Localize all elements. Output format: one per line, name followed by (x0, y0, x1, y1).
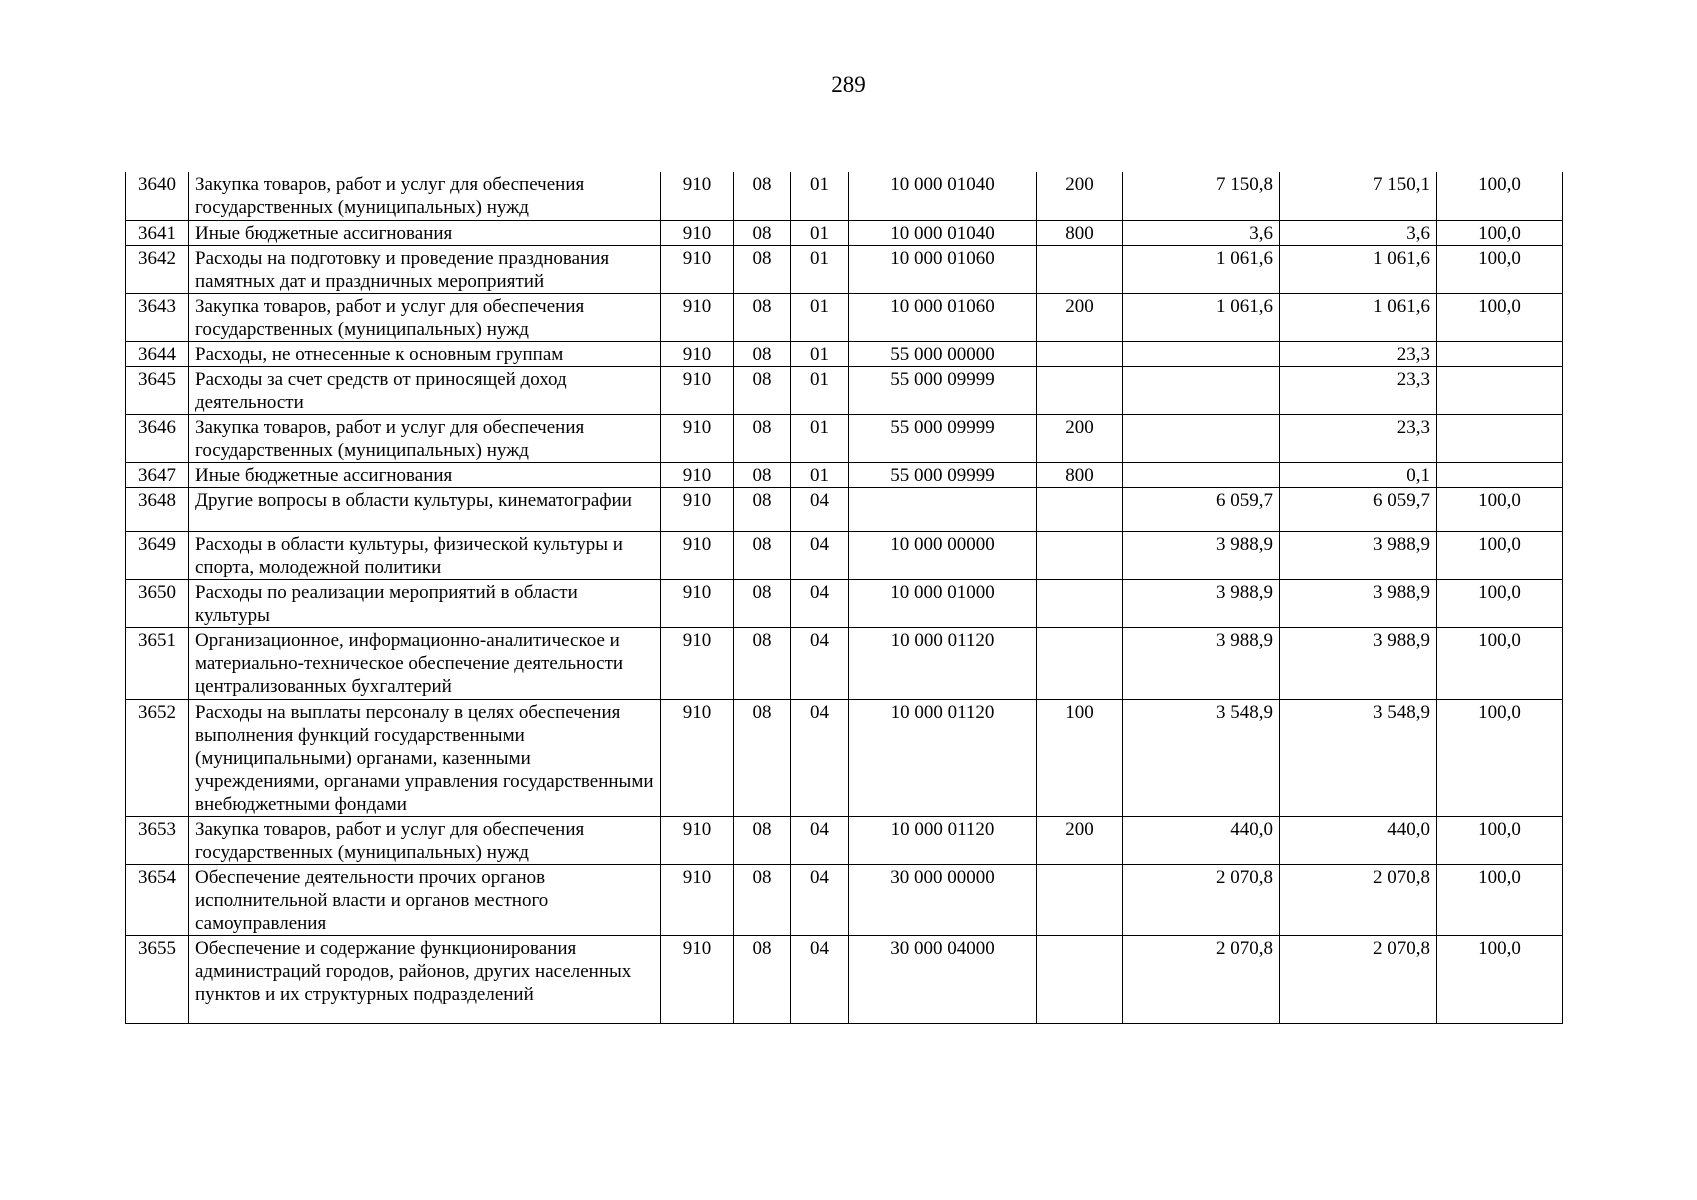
glava-cell: 910 (661, 245, 734, 293)
podrazdel-cell: 04 (791, 579, 849, 627)
table-row (126, 627, 1563, 699)
row-name-cell: Расходы по реализации мероприятий в области культуры (189, 579, 661, 627)
row-name-cell: Расходы на выплаты персоналу в целях обеспечения выполнения функций государственными (муниципальными) органами, казенными учреждениями, органами управления государственными внебюджетными фондами (189, 699, 661, 816)
plan-amount-cell (1123, 414, 1280, 462)
podrazdel-cell: 01 (791, 341, 849, 366)
razdel-cell: 08 (734, 699, 791, 816)
row-name-cell: Закупка товаров, работ и услуг для обеспечения государственных (муниципальных) нужд (189, 293, 661, 341)
glava-cell: 910 (661, 579, 734, 627)
target-article-cell: 55 000 09999 (849, 462, 1037, 487)
glava-cell: 910 (661, 462, 734, 487)
expense-type-cell: 200 (1037, 172, 1123, 220)
plan-amount-cell (1123, 341, 1280, 366)
expense-type-cell: 800 (1037, 462, 1123, 487)
podrazdel-cell: 01 (791, 366, 849, 414)
row-name-cell: Расходы на подготовку и проведение празднования памятных дат и праздничных мероприятий (189, 245, 661, 293)
percent-cell (1437, 414, 1563, 462)
row-name-cell: Обеспечение деятельности прочих органов исполнительной власти и органов местного самоуправления (189, 864, 661, 935)
percent-cell: 100,0 (1437, 935, 1563, 1023)
percent-cell: 100,0 (1437, 864, 1563, 935)
razdel-cell: 08 (734, 864, 791, 935)
glava-cell: 910 (661, 487, 734, 531)
row-name-cell: Закупка товаров, работ и услуг для обеспечения государственных (муниципальных) нужд (189, 414, 661, 462)
table-row (126, 414, 1563, 462)
table-row (126, 864, 1563, 935)
percent-cell: 100,0 (1437, 220, 1563, 245)
row-number-cell: 3648 (126, 487, 189, 531)
razdel-cell: 08 (734, 414, 791, 462)
row-number-cell: 3642 (126, 245, 189, 293)
row-number-cell: 3641 (126, 220, 189, 245)
plan-amount-cell: 3 548,9 (1123, 699, 1280, 816)
podrazdel-cell: 01 (791, 293, 849, 341)
fact-amount-cell: 3,6 (1280, 220, 1437, 245)
percent-cell: 100,0 (1437, 293, 1563, 341)
glava-cell: 910 (661, 816, 734, 864)
target-article-cell: 10 000 01040 (849, 220, 1037, 245)
row-number-cell: 3645 (126, 366, 189, 414)
target-article-cell: 10 000 00000 (849, 531, 1037, 579)
glava-cell: 910 (661, 293, 734, 341)
table-row (126, 245, 1563, 293)
expense-type-cell (1037, 341, 1123, 366)
budget-table (125, 172, 1563, 1024)
percent-cell: 100,0 (1437, 172, 1563, 220)
table-row (126, 579, 1563, 627)
table-row (126, 487, 1563, 531)
expense-type-cell (1037, 935, 1123, 1023)
target-article-cell: 55 000 09999 (849, 366, 1037, 414)
fact-amount-cell: 3 988,9 (1280, 579, 1437, 627)
expense-type-cell (1037, 864, 1123, 935)
razdel-cell: 08 (734, 245, 791, 293)
expense-type-cell: 800 (1037, 220, 1123, 245)
razdel-cell: 08 (734, 220, 791, 245)
row-number-cell: 3644 (126, 341, 189, 366)
row-name-cell: Другие вопросы в области культуры, кинематографии (189, 487, 661, 531)
razdel-cell: 08 (734, 172, 791, 220)
target-article-cell: 10 000 01000 (849, 579, 1037, 627)
plan-amount-cell: 3 988,9 (1123, 627, 1280, 699)
row-name-cell: Закупка товаров, работ и услуг для обеспечения государственных (муниципальных) нужд (189, 816, 661, 864)
fact-amount-cell: 440,0 (1280, 816, 1437, 864)
podrazdel-cell: 01 (791, 414, 849, 462)
row-number-cell: 3651 (126, 627, 189, 699)
expense-type-cell (1037, 366, 1123, 414)
plan-amount-cell (1123, 462, 1280, 487)
expense-type-cell (1037, 579, 1123, 627)
glava-cell: 910 (661, 935, 734, 1023)
table-row (126, 220, 1563, 245)
plan-amount-cell: 7 150,8 (1123, 172, 1280, 220)
plan-amount-cell: 2 070,8 (1123, 864, 1280, 935)
expense-type-cell (1037, 627, 1123, 699)
target-article-cell (849, 487, 1037, 531)
row-number-cell: 3647 (126, 462, 189, 487)
table-row (126, 935, 1563, 1023)
row-number-cell: 3640 (126, 172, 189, 220)
fact-amount-cell: 2 070,8 (1280, 935, 1437, 1023)
table-row (126, 699, 1563, 816)
target-article-cell: 30 000 04000 (849, 935, 1037, 1023)
plan-amount-cell: 1 061,6 (1123, 245, 1280, 293)
expense-type-cell: 100 (1037, 699, 1123, 816)
fact-amount-cell: 3 988,9 (1280, 531, 1437, 579)
row-number-cell: 3643 (126, 293, 189, 341)
glava-cell: 910 (661, 172, 734, 220)
plan-amount-cell (1123, 366, 1280, 414)
glava-cell: 910 (661, 531, 734, 579)
glava-cell: 910 (661, 366, 734, 414)
row-number-cell: 3650 (126, 579, 189, 627)
fact-amount-cell: 1 061,6 (1280, 245, 1437, 293)
percent-cell: 100,0 (1437, 579, 1563, 627)
podrazdel-cell: 04 (791, 816, 849, 864)
target-article-cell: 55 000 09999 (849, 414, 1037, 462)
percent-cell: 100,0 (1437, 531, 1563, 579)
target-article-cell: 10 000 01060 (849, 293, 1037, 341)
podrazdel-cell: 01 (791, 172, 849, 220)
expense-type-cell (1037, 487, 1123, 531)
expense-type-cell: 200 (1037, 414, 1123, 462)
plan-amount-cell: 6 059,7 (1123, 487, 1280, 531)
target-article-cell: 10 000 01120 (849, 699, 1037, 816)
fact-amount-cell: 23,3 (1280, 414, 1437, 462)
row-name-cell: Иные бюджетные ассигнования (189, 462, 661, 487)
percent-cell: 100,0 (1437, 487, 1563, 531)
razdel-cell: 08 (734, 935, 791, 1023)
table-row (126, 293, 1563, 341)
razdel-cell: 08 (734, 293, 791, 341)
table-row (126, 366, 1563, 414)
razdel-cell: 08 (734, 462, 791, 487)
podrazdel-cell: 01 (791, 462, 849, 487)
fact-amount-cell: 0,1 (1280, 462, 1437, 487)
row-name-cell: Расходы в области культуры, физической культуры и спорта, молодежной политики (189, 531, 661, 579)
target-article-cell: 10 000 01040 (849, 172, 1037, 220)
row-name-cell: Расходы, не отнесенные к основным группам (189, 341, 661, 366)
row-number-cell: 3652 (126, 699, 189, 816)
percent-cell: 100,0 (1437, 816, 1563, 864)
podrazdel-cell: 04 (791, 935, 849, 1023)
table-row (126, 462, 1563, 487)
glava-cell: 910 (661, 627, 734, 699)
plan-amount-cell: 3,6 (1123, 220, 1280, 245)
percent-cell (1437, 341, 1563, 366)
podrazdel-cell: 04 (791, 699, 849, 816)
percent-cell (1437, 462, 1563, 487)
table-row (126, 816, 1563, 864)
row-name-cell: Обеспечение и содержание функционирования администраций городов, районов, других населенных пунктов и их структурных подразделений (189, 935, 661, 1023)
table-row (126, 531, 1563, 579)
expense-type-cell (1037, 531, 1123, 579)
fact-amount-cell: 1 061,6 (1280, 293, 1437, 341)
percent-cell (1437, 366, 1563, 414)
target-article-cell: 55 000 00000 (849, 341, 1037, 366)
fact-amount-cell: 23,3 (1280, 366, 1437, 414)
row-name-cell: Иные бюджетные ассигнования (189, 220, 661, 245)
target-article-cell: 30 000 00000 (849, 864, 1037, 935)
expense-type-cell (1037, 245, 1123, 293)
table-row (126, 172, 1563, 220)
podrazdel-cell: 04 (791, 487, 849, 531)
plan-amount-cell: 440,0 (1123, 816, 1280, 864)
row-name-cell: Организационное, информационно-аналитическое и материально-техническое обеспечение деятельности централизованных бухгалтерий (189, 627, 661, 699)
table-row (126, 341, 1563, 366)
target-article-cell: 10 000 01120 (849, 816, 1037, 864)
plan-amount-cell: 1 061,6 (1123, 293, 1280, 341)
row-name-cell: Закупка товаров, работ и услуг для обеспечения государственных (муниципальных) нужд (189, 172, 661, 220)
razdel-cell: 08 (734, 816, 791, 864)
podrazdel-cell: 04 (791, 864, 849, 935)
fact-amount-cell: 23,3 (1280, 341, 1437, 366)
row-number-cell: 3646 (126, 414, 189, 462)
glava-cell: 910 (661, 699, 734, 816)
expense-type-cell: 200 (1037, 816, 1123, 864)
razdel-cell: 08 (734, 366, 791, 414)
plan-amount-cell: 3 988,9 (1123, 579, 1280, 627)
glava-cell: 910 (661, 341, 734, 366)
percent-cell: 100,0 (1437, 627, 1563, 699)
razdel-cell: 08 (734, 487, 791, 531)
razdel-cell: 08 (734, 627, 791, 699)
glava-cell: 910 (661, 414, 734, 462)
podrazdel-cell: 04 (791, 627, 849, 699)
glava-cell: 910 (661, 220, 734, 245)
row-number-cell: 3654 (126, 864, 189, 935)
plan-amount-cell: 3 988,9 (1123, 531, 1280, 579)
fact-amount-cell: 2 070,8 (1280, 864, 1437, 935)
page-number: 289 (831, 72, 866, 97)
percent-cell: 100,0 (1437, 245, 1563, 293)
podrazdel-cell: 04 (791, 531, 849, 579)
fact-amount-cell: 3 548,9 (1280, 699, 1437, 816)
percent-cell: 100,0 (1437, 699, 1563, 816)
razdel-cell: 08 (734, 341, 791, 366)
plan-amount-cell: 2 070,8 (1123, 935, 1280, 1023)
razdel-cell: 08 (734, 579, 791, 627)
fact-amount-cell: 7 150,1 (1280, 172, 1437, 220)
fact-amount-cell: 6 059,7 (1280, 487, 1437, 531)
podrazdel-cell: 01 (791, 245, 849, 293)
fact-amount-cell: 3 988,9 (1280, 627, 1437, 699)
razdel-cell: 08 (734, 531, 791, 579)
row-number-cell: 3653 (126, 816, 189, 864)
target-article-cell: 10 000 01120 (849, 627, 1037, 699)
row-number-cell: 3655 (126, 935, 189, 1023)
target-article-cell: 10 000 01060 (849, 245, 1037, 293)
expense-type-cell: 200 (1037, 293, 1123, 341)
podrazdel-cell: 01 (791, 220, 849, 245)
row-name-cell: Расходы за счет средств от приносящей доход деятельности (189, 366, 661, 414)
row-number-cell: 3649 (126, 531, 189, 579)
glava-cell: 910 (661, 864, 734, 935)
